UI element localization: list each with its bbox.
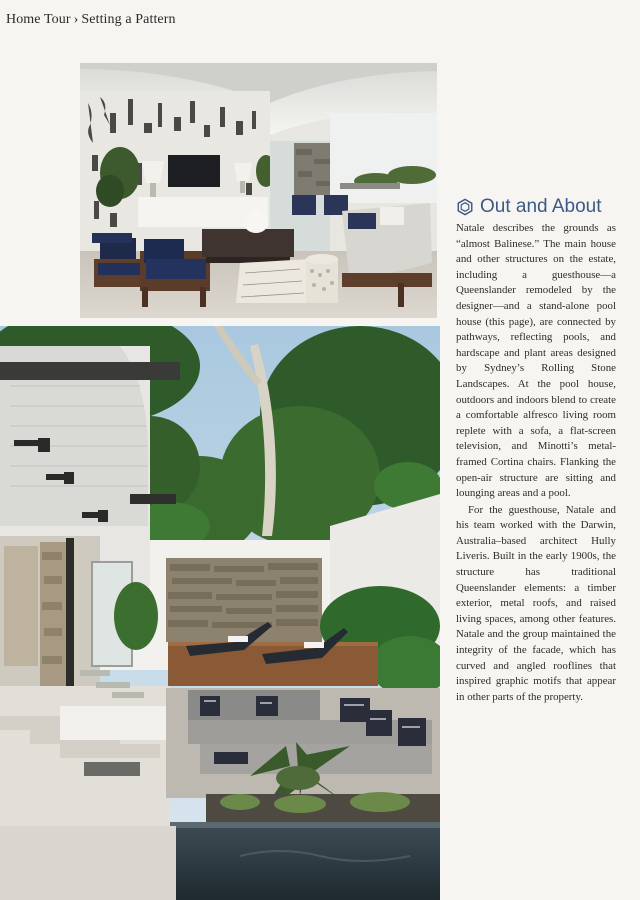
section-label: Home Tour (6, 12, 71, 27)
running-head (6, 12, 176, 28)
sidebar-heading-text: Out and About (480, 196, 602, 217)
hexagon-icon (456, 198, 474, 216)
paragraph-grounds: Natale describes the grounds as “almost Balinese.” The main house and other structures on the estate, including a guesthouse—a Queenslander remodeled by the designer—and a stand-alone pool house (this page), are connected by pathways, reflecting pools, and hardscape and plant areas designed by Sydney’s Rolling Stone Landscapes. At the pool house, outdoors and indoors blend to create a comfortable alfresco living room replete with a sofa, a flat-screen television, and Minotti’s metal-framed Cortina chairs. Flanking the open-air structure are sitting and lounging areas and a pool. (456, 222, 616, 500)
sidebar-heading (456, 196, 602, 218)
pool-house-living-room-photo (80, 63, 437, 318)
paragraph-guesthouse: For the guesthouse, Natale and his team worked with the Darwin, Australia–based architect Hully Liveris. Built in the early 1900s, the structure has traditional Queenslander elements: a timber exterior, metal roofs, and raised living spaces, among other features. Natale and the group maintained the integrity of the facade, which has curved and angled rooflines that inspired graphic motifs that appear in other parts of the property. (456, 503, 616, 703)
breadcrumb-separator: › (73, 12, 79, 27)
pool-terrace-photo (0, 326, 440, 900)
article-body (456, 221, 616, 705)
article-title: Setting a Pattern (81, 12, 176, 27)
